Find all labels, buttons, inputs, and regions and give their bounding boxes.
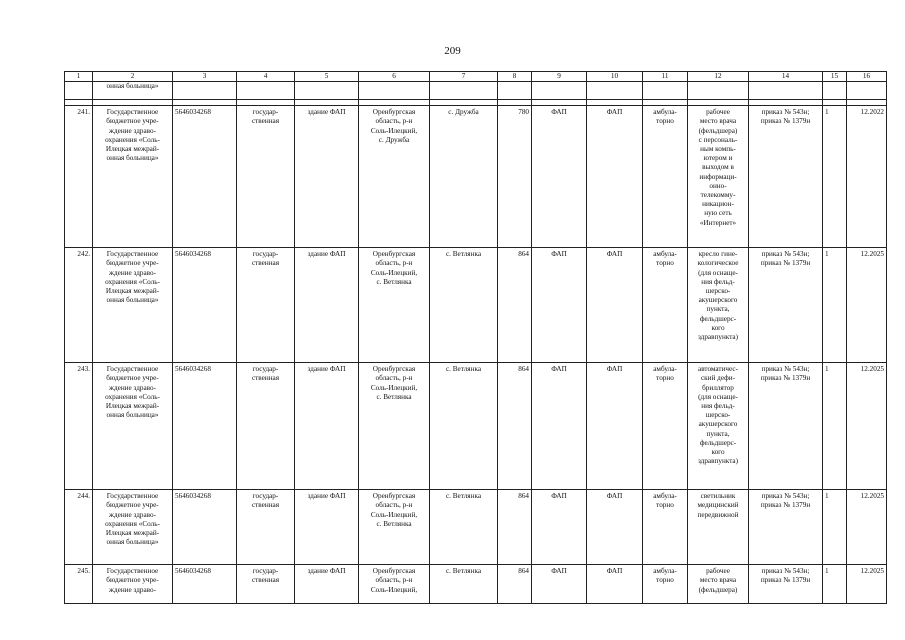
table-row (65, 490, 887, 565)
inn: 5646034268 (175, 365, 211, 374)
column-header: 4 (237, 72, 295, 82)
population: 864 (518, 250, 529, 259)
ownership-form: государ- ственная (251, 567, 280, 585)
ownership-form: государ- ственная (251, 250, 280, 268)
table-row (65, 565, 887, 604)
column-header: 1 (65, 72, 93, 82)
column-header: 2 (93, 72, 173, 82)
unit-type: ФАП (606, 250, 623, 259)
column-header: 11 (643, 72, 688, 82)
building-type: здание ФАП (307, 250, 346, 259)
inn: 5646034268 (175, 108, 211, 117)
column-header: 3 (173, 72, 237, 82)
building-type: здание ФАП (307, 567, 346, 576)
row-number: 241. (65, 106, 93, 248)
order-reference: приказ № 543н; приказ № 1379н (760, 567, 811, 585)
facility-type: ФАП (551, 365, 567, 374)
equipment-name: светильник медицинский передвижной (697, 492, 739, 519)
due-date: 12.2025 (860, 365, 884, 374)
ownership-form: государ- ственная (251, 492, 280, 510)
column-header: 16 (847, 72, 887, 82)
row-number: 243. (65, 363, 93, 490)
facility-type: ФАП (551, 250, 567, 259)
population: 864 (518, 567, 529, 576)
unit-type: ФАП (606, 567, 623, 576)
column-header: 7 (430, 72, 498, 82)
order-reference: приказ № 543н; приказ № 1379н (760, 250, 811, 268)
quantity: 1 (825, 567, 829, 576)
order-reference: приказ № 543н; приказ № 1379н (760, 108, 811, 126)
care-conditions: амбула- торно (653, 492, 677, 510)
quantity: 1 (825, 492, 829, 501)
column-header: 6 (359, 72, 430, 82)
quantity: 1 (825, 108, 829, 117)
column-header: 8 (498, 72, 532, 82)
continuation-text: онная больница» (93, 82, 173, 100)
inn: 5646034268 (175, 567, 211, 576)
unit-type: ФАП (606, 108, 623, 117)
settlement: с. Дружба (448, 108, 479, 117)
settlement: с. Ветлянка (445, 250, 482, 259)
equipment-name: автоматичес- ский дефи- бриллятор (для оснаще- ния фельд- шерско- акушерского пункта, фельдшерс- кого здравпункта) (697, 365, 739, 466)
unit-type: ФАП (606, 365, 623, 374)
address: Оренбургская область, р-н Соль-Илецкий, с. Ветлянка (370, 365, 418, 401)
row-number: 245. (65, 565, 93, 604)
inn: 5646034268 (175, 492, 211, 501)
settlement: с. Ветлянка (445, 567, 482, 576)
ownership-form: государ- ственная (251, 365, 280, 383)
column-header: 15 (823, 72, 847, 82)
order-reference: приказ № 543н; приказ № 1379н (760, 365, 811, 383)
population: 864 (518, 492, 529, 501)
unit-type: ФАП (606, 492, 623, 501)
care-conditions: амбула- торно (653, 365, 677, 383)
equipment-registry-table (64, 71, 887, 604)
facility-type: ФАП (551, 108, 567, 117)
due-date: 12.2025 (860, 567, 884, 576)
row-number: 244. (65, 490, 93, 565)
facility-type: ФАП (551, 492, 567, 501)
care-conditions: амбула- торно (653, 567, 677, 585)
population: 864 (518, 365, 529, 374)
building-type: здание ФАП (307, 108, 346, 117)
due-date: 12.2022 (860, 108, 884, 117)
column-header: 10 (587, 72, 643, 82)
equipment-name: кресло гине- кологическое (для оснаще- ния фельд- шерско- акушерского пункта, фельдшерс- кого здравпункта) (697, 250, 739, 342)
column-header: 9 (532, 72, 587, 82)
care-conditions: амбула- торно (653, 108, 677, 126)
settlement: с. Ветлянка (445, 365, 482, 374)
column-header: 5 (295, 72, 359, 82)
equipment-name: рабочее место врача (фельдшера) с персональ- ным компь- ютером и выходом в информаци- онно- телекомму- никацион- ную сеть «Интернет» (698, 108, 738, 227)
due-date: 12.2025 (860, 250, 884, 259)
equipment-name: рабочее место врача (фельдшера) (698, 567, 738, 594)
order-reference: приказ № 543н; приказ № 1379н (760, 492, 811, 510)
institution-name: Государственное бюджетное учре- ждение здраво- охранения «Соль- Илецкая межрай- онная больница» (105, 108, 160, 163)
institution-name: Государственное бюджетное учре- ждение здраво- (106, 567, 159, 594)
population: 780 (518, 108, 529, 117)
table-row (65, 106, 887, 248)
institution-name: Государственное бюджетное учре- ждение здраво- охранения «Соль- Илецкая межрай- онная больница» (105, 365, 160, 420)
quantity: 1 (825, 250, 829, 259)
institution-name: Государственное бюджетное учре- ждение здраво- охранения «Соль- Илецкая межрай- онная больница» (105, 250, 160, 305)
settlement: с. Ветлянка (445, 492, 482, 501)
quantity: 1 (825, 365, 829, 374)
column-number-row (65, 72, 887, 82)
address: Оренбургская область, р-н Соль-Илецкий, (370, 567, 418, 594)
address: Оренбургская область, р-н Соль-Илецкий, с. Дружба (370, 108, 418, 144)
column-header: 14 (749, 72, 823, 82)
building-type: здание ФАП (307, 492, 346, 501)
building-type: здание ФАП (307, 365, 346, 374)
column-header: 12 (688, 72, 749, 82)
table-row (65, 248, 887, 363)
continuation-row (65, 82, 887, 100)
due-date: 12.2025 (860, 492, 884, 501)
page-number: 209 (444, 45, 461, 57)
ownership-form: государ- ственная (251, 108, 280, 126)
row-number: 242. (65, 248, 93, 363)
table-row (65, 363, 887, 490)
address: Оренбургская область, р-н Соль-Илецкий, с. Ветлянка (370, 250, 418, 286)
inn: 5646034268 (175, 250, 211, 259)
institution-name: Государственное бюджетное учре- ждение здраво- охранения «Соль- Илецкая межрай- онная больница» (105, 492, 160, 547)
facility-type: ФАП (551, 567, 567, 576)
care-conditions: амбула- торно (653, 250, 677, 268)
address: Оренбургская область, р-н Соль-Илецкий, с. Ветлянка (370, 492, 418, 528)
